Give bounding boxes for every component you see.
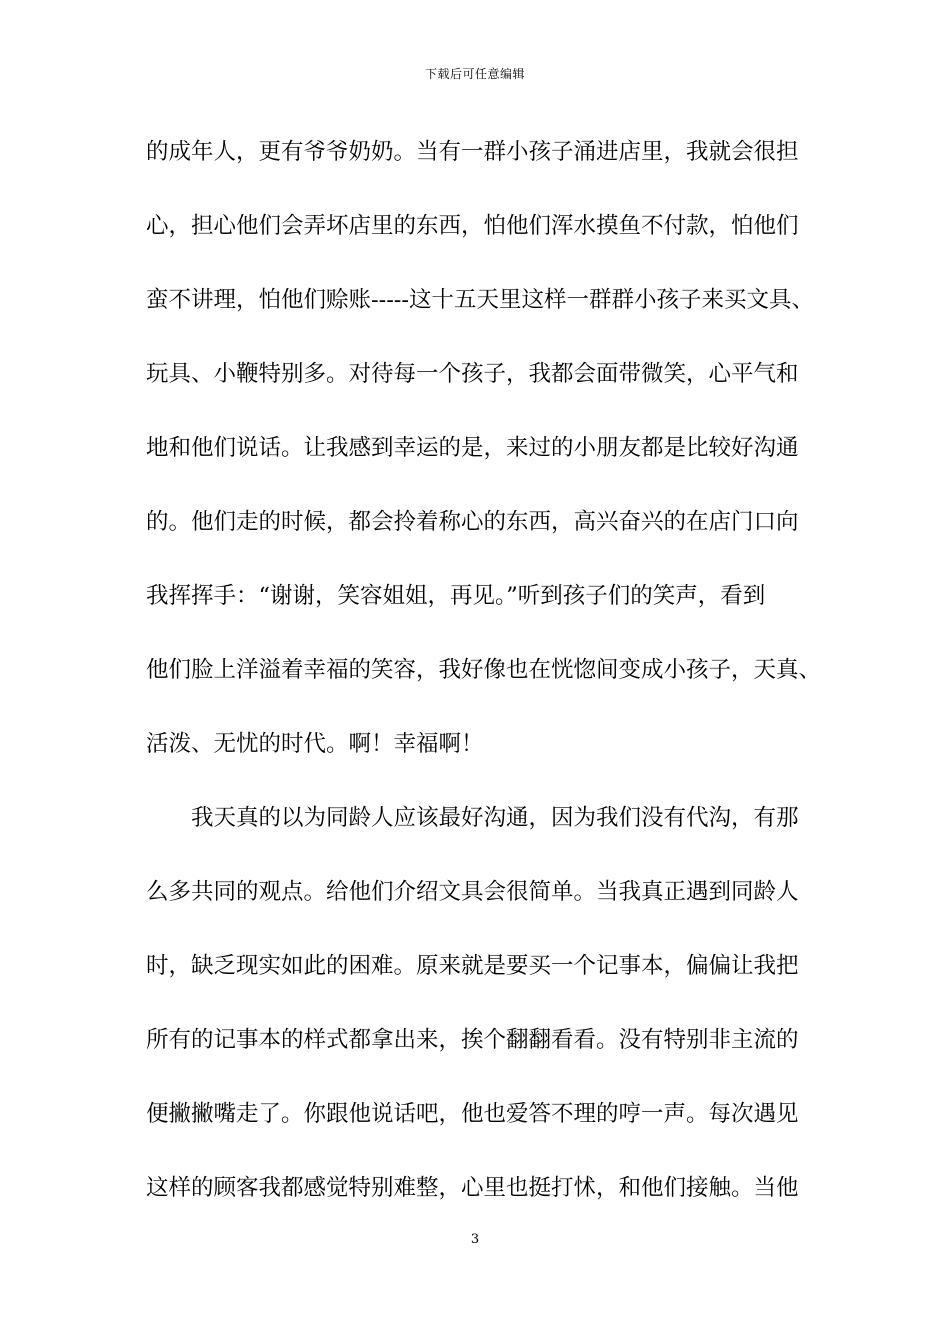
text-line: 便撇撇嘴走了。你跟他说话吧，他也爱答不理的哼一声。每次遇见 xyxy=(146,1101,799,1127)
text-line: 活泼、无忧的时代。啊！幸福啊！ xyxy=(146,731,484,757)
text-line: 他们脸上洋溢着幸福的笑容，我好像也在恍惚间变成小孩子，天真、 xyxy=(146,657,822,683)
text-line: 么多共同的观点。给他们介绍文具会很简单。当我真正遇到同龄人 xyxy=(146,879,799,905)
text-line: 所有的记事本的样式都拿出来，挨个翻翻看看。没有特别非主流的 xyxy=(146,1027,799,1053)
text-line: 地和他们说话。让我感到幸运的是，来过的小朋友都是比较好沟通 xyxy=(146,435,799,461)
page-header: 下载后可任意编辑 xyxy=(424,67,525,81)
paragraph-first-line: 我天真的以为同龄人应该最好沟通，因为我们没有代沟，有那 xyxy=(191,805,799,831)
text-line: 心，担心他们会弄坏店里的东西，怕他们浑水摸鱼不付款，怕他们 xyxy=(146,213,799,239)
text-line: 我挥挥手：“谢谢，笑容姐姐，再见。”听到孩子们的笑声，看到 xyxy=(146,583,766,609)
text-line: 蛮不讲理，怕他们赊账-----这十五天里这样一群群小孩子来买文具、 xyxy=(146,287,815,313)
page-number: 3 xyxy=(470,1232,480,1247)
text-line: 的。他们走的时候，都会拎着称心的东西，高兴奋兴的在店门口向 xyxy=(146,509,799,535)
text-line: 玩具、小鞭特别多。对待每一个孩子，我都会面带微笑，心平气和 xyxy=(146,361,799,387)
text-line: 时，缺乏现实如此的困难。原来就是要买一个记事本，偏偏让我把 xyxy=(146,953,799,979)
text-line: 这样的顾客我都感觉特别难整，心里也挺打怵，和他们接触。当他 xyxy=(146,1175,799,1201)
body-text xyxy=(146,125,826,1235)
text-line: 的成年人，更有爷爷奶奶。当有一群小孩子涌进店里，我就会很担 xyxy=(146,139,799,165)
